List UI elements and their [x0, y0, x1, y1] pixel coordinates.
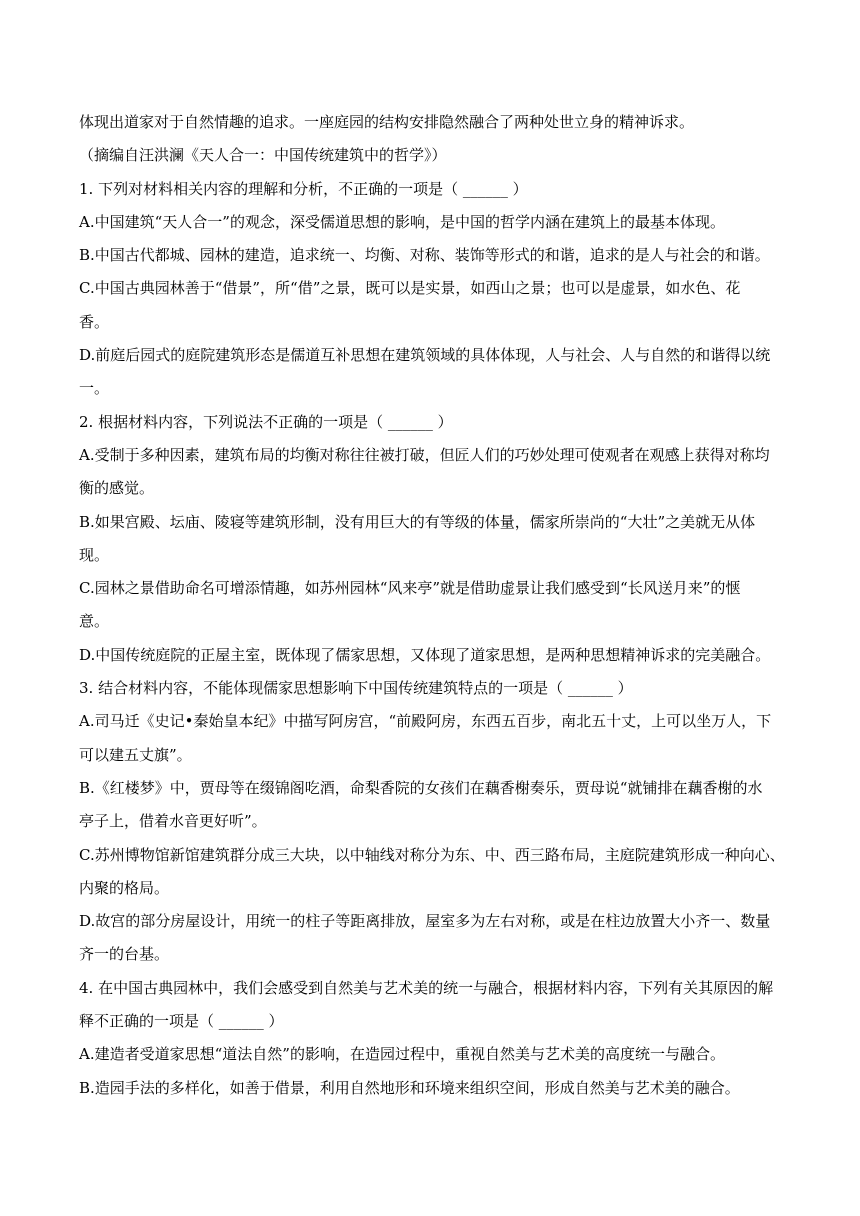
text-line: 齐一的台基。 — [79, 945, 170, 964]
text-line: B.《红楼梦》中，贾母等在缀锦阁吃酒，命梨香院的女孩们在藕香榭奏乐，贾母说“就铺排在藕香榭的水 — [79, 778, 763, 797]
text-line: D.前庭后园式的庭院建筑形态是儒道互补思想在建筑领域的具体体现，人与社会、人与自然的和谐得以统 — [79, 346, 771, 365]
text-line: 1. 下列对材料相关内容的理解和分析，不正确的一项是（ ______ ） — [79, 179, 528, 198]
text-line: 3. 结合材料内容，不能体现儒家思想影响下中国传统建筑特点的一项是（ ______ ） — [79, 679, 633, 698]
text-line: D.中国传统庭院的正屋主室，既体现了儒家思想，又体现了道家思想，是两种思想精神诉求的完美融合。 — [79, 645, 771, 664]
text-line: 意。 — [79, 612, 110, 631]
text-line: （摘编自汪洪澜《天人合一：中国传统建筑中的哲学》） — [79, 146, 447, 165]
text-line: 内聚的格局。 — [79, 878, 170, 897]
text-line: B.如果宫殿、坛庙、陵寝等建筑形制，没有用巨大的有等级的体量，儒家所崇尚的“大壮”之美就无从体 — [79, 512, 756, 531]
text-line: B.造园手法的多样化，如善于借景，利用自然地形和环境来组织空间，形成自然美与艺术美的融合。 — [79, 1078, 740, 1097]
text-line: 释不正确的一项是（ ______ ） — [79, 1012, 284, 1031]
text-line: D.故宫的部分房屋设计，用统一的柱子等距离排放，屋室多为左右对称，或是在柱边放置大小齐一、数量 — [79, 912, 771, 931]
text-line: 衡的感觉。 — [79, 479, 155, 498]
text-line: A.受制于多种因素，建筑布局的均衡对称往往被打破，但匠人们的巧妙处理可使观者在观感上获得对称均 — [79, 445, 770, 464]
text-line: B.中国古代都城、园林的建造，追求统一、均衡、对称、装饰等形式的和谐，追求的是人与社会的和谐。 — [79, 246, 770, 265]
text-line: 4. 在中国古典园林中，我们会感受到自然美与艺术美的统一与融合，根据材料内容，下列有关其原因的解 — [79, 978, 774, 997]
text-line: 现。 — [79, 545, 110, 564]
text-line: C.园林之景借助命名可增添情趣，如苏州园林“风来亭”就是借助虚景让我们感受到“长风送月来”的惬 — [79, 579, 741, 598]
text-line: C.苏州博物馆新馆建筑群分成三大块，以中轴线对称分为东、中、西三路布局，主庭院建筑形成一种向心、 — [79, 845, 785, 864]
text-line: 亭子上，借着水音更好听”。 — [79, 812, 267, 831]
text-line: 2. 根据材料内容，下列说法不正确的一项是（ ______ ） — [79, 412, 453, 431]
text-line: A.中国建筑“天人合一”的观念，深受儒道思想的影响，是中国的哲学内涵在建筑上的最基本体现。 — [79, 212, 725, 231]
text-line: 可以建五丈旗”。 — [79, 745, 192, 764]
text-line: A.司马迁《史记•秦始皇本纪》中描写阿房宫，“前殿阿房，东西五百步，南北五十丈，上可以坐万人，下 — [79, 712, 772, 731]
text-line: 香。 — [79, 312, 110, 331]
text-line: 一。 — [79, 379, 110, 398]
text-line: A.建造者受道家思想“道法自然”的影响，在造园过程中，重视自然美与艺术美的高度统一与融合。 — [79, 1045, 725, 1064]
document-page — [79, 106, 785, 1105]
text-line: 体现出道家对于自然情趣的追求。一座庭园的结构安排隐然融合了两种处世立身的精神诉求。 — [79, 113, 695, 131]
text-line: C.中国古典园林善于“借景”，所“借”之景，既可以是实景，如西山之景；也可以是虚景，如水色、花 — [79, 279, 741, 298]
